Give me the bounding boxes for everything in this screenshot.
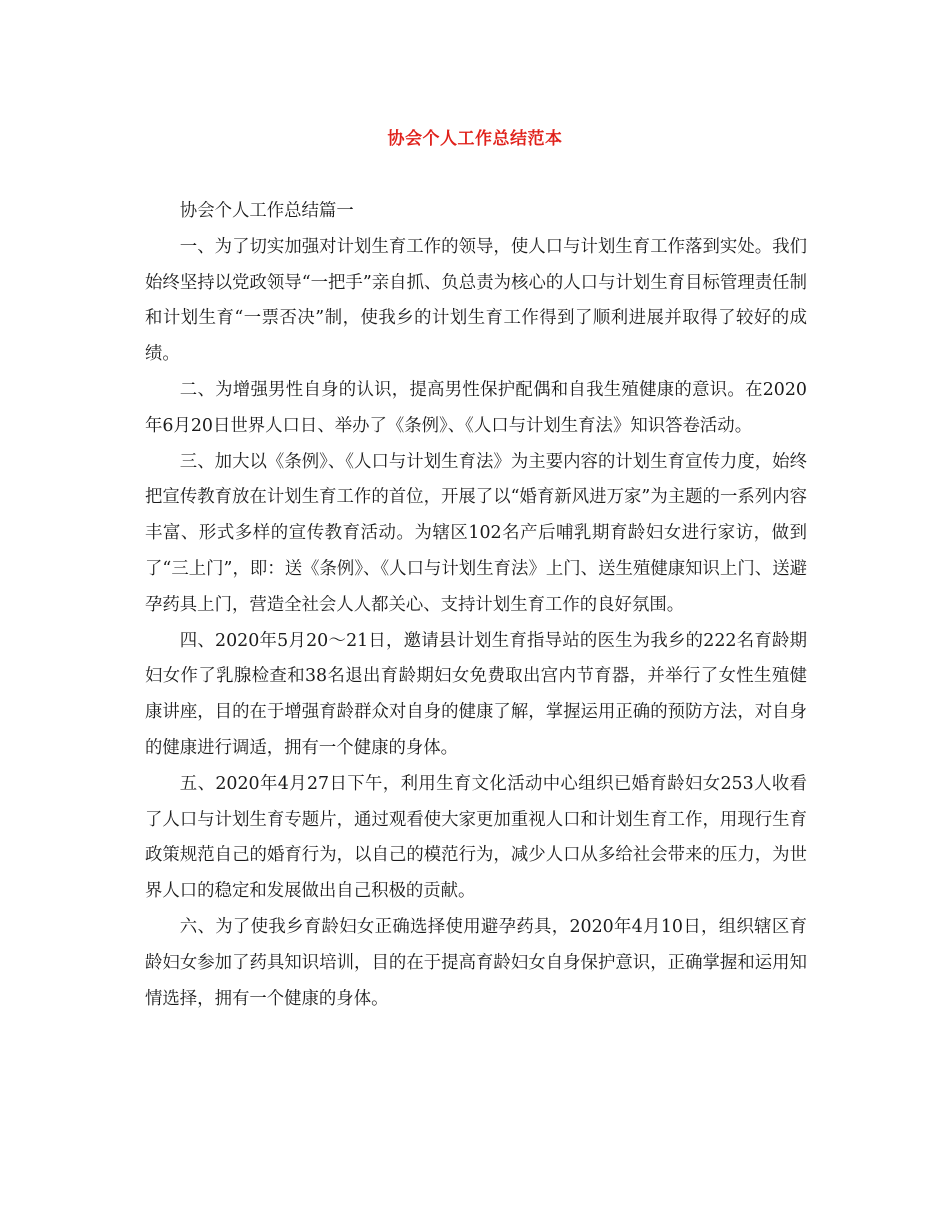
paragraph: 四、2020年5月20～21日，邀请县计划生育指导站的医生为我乡的222名育龄期妇女作了乳腺检查和38名退出育龄期妇女免费取出宫内节育器，并举行了女性生殖健康讲座，目的在于增强育龄群众对自身的健康了解，掌握运用正确的预防方法，对自身的健康进行调适，拥有一个健康的身体。: [145, 630, 807, 758]
paragraph: 三、加大以《条例》、《人口与计划生育法》为主要内容的计划生育宣传力度，始终把宣传教育放在计划生育工作的首位，开展了以“婚育新风进万家”为主题的一系列内容丰富、形式多样的宣传教育活动。为辖区102名产后哺乳期育龄妇女进行家访，做到了“三上门”，即：送《条例》、《人口与计划生育法》上门、送生殖健康知识上门、送避孕药具上门，营造全社会人人都关心、支持计划生育工作的良好氛围。: [145, 451, 807, 615]
paragraph: 五、2020年4月27日下午，利用生育文化活动中心组织已婚育龄妇女253人收看了人口与计划生育专题片，通过观看使大家更加重视人口和计划生育工作，用现行生育政策规范自己的婚育行为，以自己的模范行为，减少人口从多给社会带来的压力，为世界人口的稳定和发展做出自己积极的贡献。: [145, 773, 807, 902]
section-heading: 协会个人工作总结篇一: [179, 201, 354, 221]
paragraph: 二、为增强男性自身的认识，提高男性保护配偶和自我生殖健康的意识。在2020年6月20日世界人口日、举办了《条例》、《人口与计划生育法》知识答卷活动。: [145, 379, 807, 436]
document-title: 协会个人工作总结范本: [387, 129, 563, 149]
paragraph: 六、为了使我乡育龄妇女正确选择使用避孕药具，2020年4月10日，组织辖区育龄妇女参加了药具知识培训，目的在于提高育龄妇女自身保护意识，正确掌握和运用知情选择，拥有一个健康的身体。: [145, 916, 807, 1009]
document-body: [145, 194, 807, 1017]
paragraph: 一、为了切实加强对计划生育工作的领导，使人口与计划生育工作落到实处。我们始终坚持以党政领导“一把手”亲自抓、负总责为核心的人口与计划生育目标管理责任制和计划生育“一票否决”制，使我乡的计划生育工作得到了顺利进展并取得了较好的成绩。: [145, 236, 807, 365]
